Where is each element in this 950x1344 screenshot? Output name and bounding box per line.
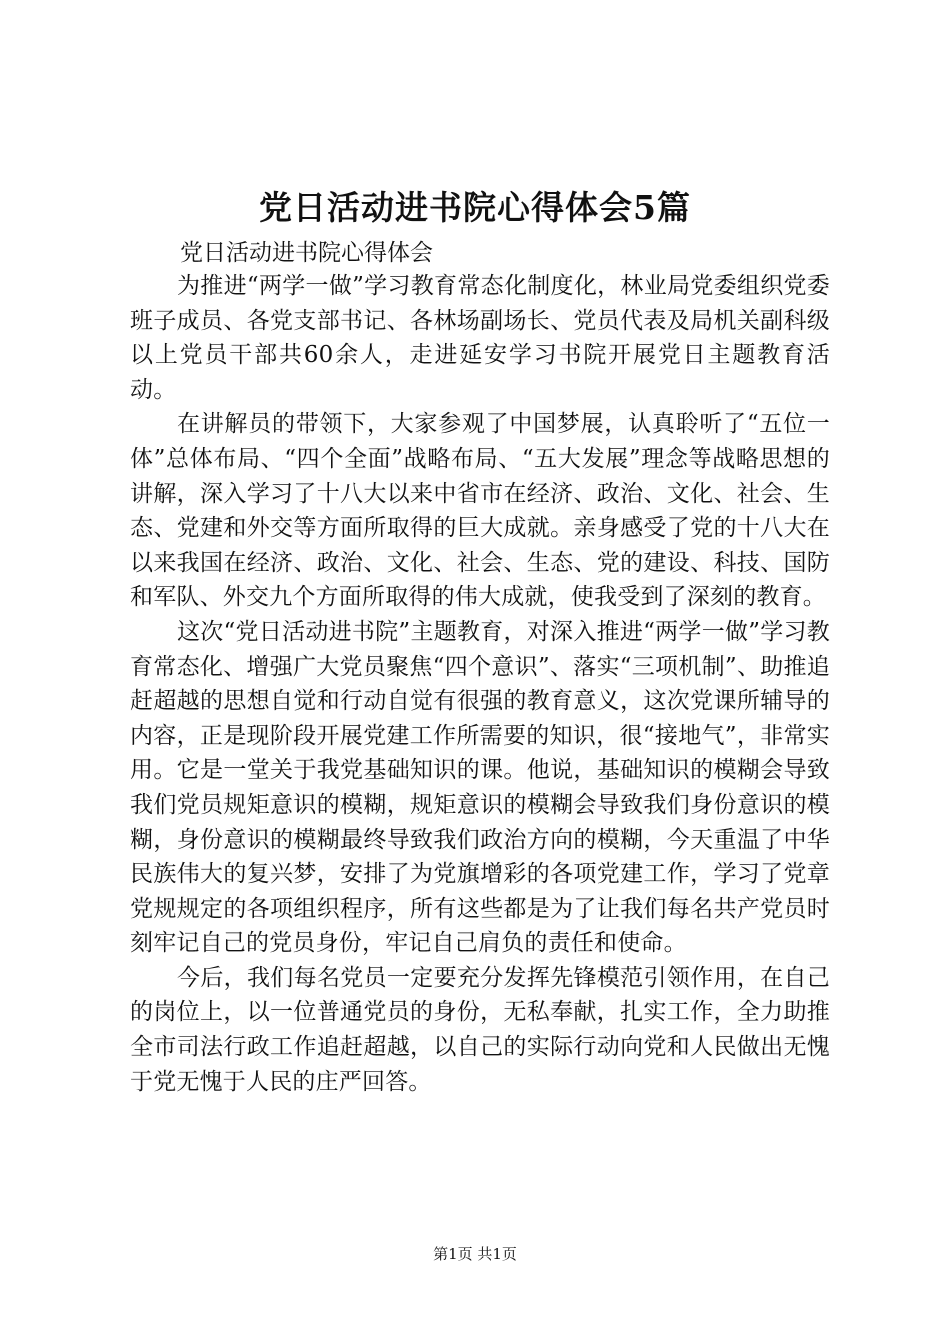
paragraph-1: 为推进“两学一做”学习教育常态化制度化，林业局党委组织党委班子成员、各党支部书记、各林场副场长、党员代表及局机关副科级以上党员干部共60余人，走进延安学习书院开展党日主题教育活动。 bbox=[130, 273, 830, 403]
document-subtitle: 党日活动进书院心得体会 bbox=[180, 240, 433, 266]
paragraph-3: 这次“党日活动进书院”主题教育，对深入推进“两学一做”学习教育常态化、增强广大党员聚焦“四个意识”、落实“三项机制”、助推追赶超越的思想自觉和行动自觉有很强的教育意义，这次党课所辅导的内容，正是现阶段开展党建工作所需要的知识，很“接地气”，非常实用。它是一堂关于我党基础知识的课。他说，基础知识的模糊会导致我们党员规矩意识的模糊，规矩意识的模糊会导致我们身份意识的模糊，身份意识的模糊最终导致我们政治方向的模糊，今天重温了中华民族伟大的复兴梦，安排了为党旗增彩的各项党建工作，学习了党章党规规定的各项组织程序，所有这些都是为了让我们每名共产党员时刻牢记自己的党员身份，牢记自己肩负的责任和使命。 bbox=[130, 618, 830, 957]
document-body bbox=[130, 269, 830, 1099]
page-footer: 第1页 共1页 bbox=[433, 1245, 517, 1263]
document-title: 党日活动进书院心得体会5篇 bbox=[259, 188, 691, 227]
paragraph-4: 今后，我们每名党员一定要充分发挥先锋模范引领作用，在自己的岗位上，以一位普通党员的身份，无私奉献，扎实工作，全力助推全市司法行政工作追赶超越，以自己的实际行动向党和人民做出无愧于党无愧于人民的庄严回答。 bbox=[130, 964, 830, 1095]
paragraph-2: 在讲解员的带领下，大家参观了中国梦展，认真聆听了“五位一体”总体布局、“四个全面”战略布局、“五大发展”理念等战略思想的讲解，深入学习了十八大以来中省市在经济、政治、文化、社会、生态、党建和外交等方面所取得的巨大成就。亲身感受了党的十八大在以来我国在经济、政治、文化、社会、生态、党的建设、科技、国防和军队、外交九个方面所取得的伟大成就，使我受到了深刻的教育。 bbox=[130, 411, 830, 611]
